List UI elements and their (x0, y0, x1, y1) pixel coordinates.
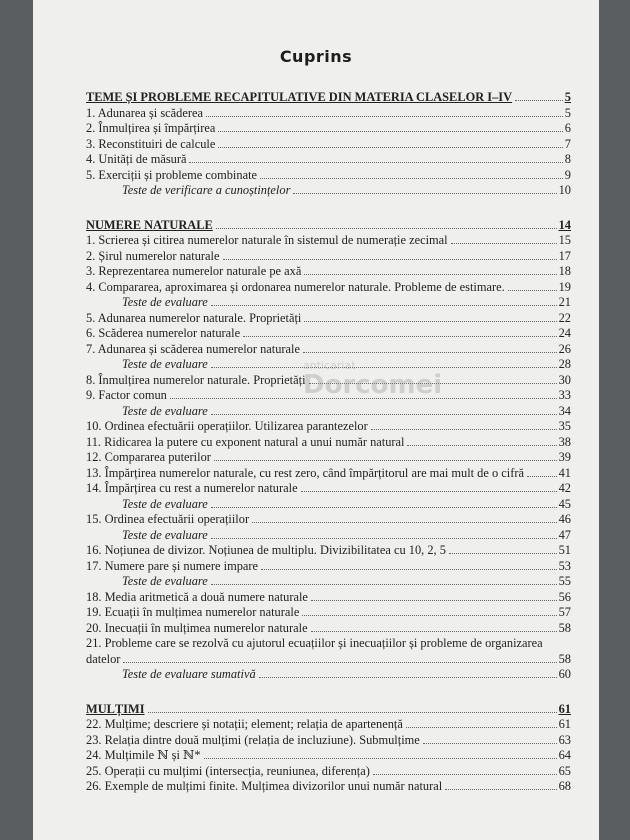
toc-entry-text: 9. Factor comun (86, 388, 167, 402)
leader-dots (148, 712, 557, 713)
toc-test-entry-page: 10 (558, 183, 571, 197)
toc-entry-text: 16. Noțiunea de divizor. Noțiunea de multiplu. Divizibilitatea cu 10, 2, 5 (86, 543, 446, 557)
leader-dots (218, 131, 562, 132)
section-gap (86, 683, 571, 702)
leader-dots (508, 290, 557, 291)
toc-entry-text: 23. Relația dintre două mulțimi (relația de incluziune). Submulțime (86, 732, 420, 747)
toc-entry (86, 435, 571, 451)
leader-dots (303, 352, 557, 353)
toc-entry (86, 280, 571, 296)
section-heading-text: NUMERE NATURALE (86, 217, 213, 232)
toc-entry-page: 26 (558, 341, 571, 356)
watermark (303, 360, 442, 398)
toc-entry-page: 6 (564, 121, 571, 135)
leader-dots (407, 445, 556, 446)
toc-entry-text: 1. Adunarea și scăderea (86, 105, 203, 120)
toc-test-entry-page: 21 (558, 295, 571, 309)
toc-entry-page: 51 (558, 543, 571, 557)
toc-entry-text: 24. Mulțimile ℕ și ℕ* (86, 748, 201, 762)
leader-dots (293, 193, 556, 194)
toc-entry (86, 121, 571, 137)
toc-test-entry-page: 28 (558, 357, 571, 371)
toc-entry (86, 466, 571, 482)
toc-test-entry (86, 528, 571, 544)
toc-entry (86, 779, 571, 795)
section-heading (86, 702, 571, 718)
toc-entry-text: datelor (86, 651, 121, 666)
leader-dots (243, 336, 556, 337)
leader-dots (449, 553, 557, 554)
leader-dots (206, 116, 563, 117)
toc-entry-page: 17 (558, 248, 571, 263)
leader-dots (304, 321, 556, 322)
leader-dots (373, 774, 557, 775)
watermark-line1: anticariat (303, 359, 356, 372)
toc-entry-page: 56 (558, 589, 571, 604)
toc-entry-page: 22 (558, 310, 571, 325)
leader-dots (311, 600, 557, 601)
table-of-contents (86, 90, 571, 795)
section-gap (86, 199, 571, 218)
leader-dots (211, 305, 557, 306)
toc-entry-page: 33 (558, 388, 571, 402)
leader-dots (371, 429, 557, 430)
leader-dots (223, 259, 557, 260)
leader-dots (211, 584, 557, 585)
toc-entry-page: 57 (558, 605, 571, 619)
toc-test-entry-page: 55 (558, 574, 571, 588)
toc-entry-page: 39 (558, 450, 571, 464)
toc-entry (86, 419, 571, 435)
toc-entry-text: 26. Exemple de mulțimi finite. Mulțimea divizorilor unui număr natural (86, 779, 443, 793)
section-heading (86, 90, 571, 106)
toc-entry-text: 21. Probleme care se rezolvă cu ajutorul ecuațiilor și inecuațiilor și probleme de organizarea (86, 636, 543, 650)
leader-dots (423, 743, 557, 744)
leader-dots (204, 758, 557, 759)
toc-test-entry-page: 47 (558, 527, 571, 542)
toc-entry-page: 8 (564, 152, 571, 166)
toc-entry (86, 764, 571, 780)
leader-dots (216, 228, 557, 229)
toc-entry-page: 58 (558, 651, 571, 666)
toc-entry (86, 137, 571, 153)
toc-entry-text: 8. Înmulțirea numerelor naturale. Proprietăți (86, 372, 306, 387)
toc-test-entry-page: 60 (558, 667, 571, 681)
section-heading (86, 218, 571, 234)
leader-dots (301, 491, 557, 492)
leader-dots (252, 522, 557, 523)
toc-entry-page: 64 (558, 748, 571, 762)
section-heading-page: 61 (558, 701, 571, 716)
toc-entry (86, 590, 571, 606)
toc-entry-page: 38 (558, 434, 571, 449)
toc-entry (86, 621, 571, 637)
toc-test-entry-text: Teste de evaluare (122, 574, 208, 588)
leader-dots (123, 662, 556, 663)
toc-entry (86, 342, 571, 358)
toc-test-entry-text: Teste de evaluare (122, 295, 208, 309)
toc-test-entry-text: Teste de evaluare sumativă (122, 667, 256, 681)
toc-entry (86, 605, 571, 621)
toc-entry-text: 12. Compararea puterilor (86, 450, 211, 464)
toc-entry-page: 35 (558, 419, 571, 433)
leader-dots (406, 727, 557, 728)
toc-test-entry-page: 45 (558, 496, 571, 511)
toc-entry-text: 4. Compararea, aproximarea și ordonarea numerelor naturale. Probleme de estimare. (86, 279, 505, 294)
toc-entry-text: 14. Împărțirea cu rest a numerelor naturale (86, 481, 298, 495)
toc-test-entry (86, 497, 571, 513)
toc-entry-page: 19 (558, 279, 571, 294)
toc-entry-page: 63 (558, 732, 571, 747)
toc-entry-text: 11. Ridicarea la putere cu exponent natural a unui număr natural (86, 434, 405, 449)
toc-entry-text: 20. Inecuații în mulțimea numerelor naturale (86, 620, 308, 635)
toc-entry (86, 264, 571, 280)
section-heading-text: MULȚIMI (86, 701, 145, 716)
toc-entry (86, 543, 571, 559)
toc-test-entry-text: Teste de evaluare (122, 357, 208, 371)
toc-entry-text: 18. Media aritmetică a două numere naturale (86, 589, 308, 604)
toc-entry-page: 5 (564, 105, 571, 120)
toc-entry (86, 450, 571, 466)
toc-entry-text: 6. Scăderea numerelor naturale (86, 326, 241, 340)
toc-entry-page: 65 (558, 763, 571, 778)
toc-test-entry-text: Teste de evaluare (122, 527, 208, 542)
toc-entry (86, 717, 571, 733)
toc-entry-text: 7. Adunarea și scăderea numerelor naturale (86, 341, 300, 356)
toc-entry-page: 7 (564, 136, 571, 151)
toc-entry (86, 559, 571, 575)
toc-entry (86, 652, 571, 668)
toc-entry (86, 168, 571, 184)
leader-dots (261, 569, 557, 570)
leader-dots (211, 507, 557, 508)
leader-dots (189, 162, 562, 163)
watermark-line2: Dorcomei (303, 370, 443, 400)
toc-entry-page: 58 (558, 620, 571, 635)
toc-entry (86, 152, 571, 168)
toc-entry-text: 15. Ordinea efectuării operațiilor (86, 512, 250, 526)
toc-test-entry (86, 183, 571, 199)
toc-test-entry-text: Teste de verificare a cunoștințelor (122, 183, 291, 197)
book-page (33, 0, 599, 840)
toc-test-entry-text: Teste de evaluare (122, 496, 208, 511)
toc-entry-page: 30 (558, 372, 571, 387)
leader-dots (304, 274, 556, 275)
toc-entry-text: 5. Adunarea numerelor naturale. Proprietăți (86, 310, 302, 325)
toc-entry-text: 1. Scrierea și citirea numerelor naturale în sistemul de numerație zecimal (86, 233, 448, 247)
leader-dots (527, 476, 557, 477)
page-title: Cuprins (279, 47, 353, 66)
toc-entry (86, 249, 571, 265)
leader-dots (211, 538, 557, 539)
leader-dots (445, 789, 556, 790)
toc-entry-page: 46 (558, 512, 571, 526)
toc-entry (86, 233, 571, 249)
toc-test-entry (86, 404, 571, 420)
toc-entry-text: 25. Operații cu mulțimi (intersecția, reuniunea, diferența) (86, 763, 370, 778)
leader-dots (451, 243, 557, 244)
toc-entry (86, 311, 571, 327)
toc-entry-text: 2. Înmulțirea și împărțirea (86, 121, 216, 135)
toc-entry-text: 17. Numere pare și numere impare (86, 558, 259, 573)
toc-entry-page: 18 (558, 264, 571, 278)
section-heading-page: 14 (558, 217, 571, 232)
toc-entry-page: 53 (558, 558, 571, 573)
toc-entry-text: 3. Reprezentarea numerelor naturale pe axă (86, 264, 302, 278)
toc-entry (86, 748, 571, 764)
toc-entry (86, 481, 571, 497)
leader-dots (218, 147, 562, 148)
section-heading-page: 5 (564, 90, 571, 104)
toc-entry-text: 19. Ecuații în mulțimea numerelor naturale (86, 605, 300, 619)
toc-test-entry (86, 295, 571, 311)
toc-entry-text: 2. Șirul numerelor naturale (86, 248, 220, 263)
toc-entry (86, 512, 571, 528)
toc-entry-text: 4. Unități de măsură (86, 152, 187, 166)
toc-entry-page: 41 (558, 465, 571, 480)
toc-test-entry-text: Teste de evaluare (122, 403, 208, 418)
leader-dots (260, 178, 563, 179)
leader-dots (259, 677, 557, 678)
toc-entry-page: 42 (558, 481, 571, 495)
toc-entry (86, 733, 571, 749)
leader-dots (311, 631, 557, 632)
leader-dots (214, 460, 557, 461)
toc-entry-text: 13. Împărțirea numerelor naturale, cu rest zero, când împărțitorul are mai mult de o cifră (86, 465, 524, 480)
toc-entry-page: 15 (558, 233, 571, 247)
toc-entry-page: 9 (564, 167, 571, 182)
toc-entry (86, 106, 571, 122)
toc-entry-page: 61 (558, 717, 571, 731)
toc-entry-text: 22. Mulțime; descriere și notații; element; relația de apartenență (86, 717, 403, 731)
toc-entry-page: 68 (558, 779, 571, 793)
section-heading-text: TEME ȘI PROBLEME RECAPITULATIVE DIN MATERIA CLASELOR I–IV (86, 90, 513, 104)
toc-entry-text: 3. Reconstituiri de calcule (86, 136, 216, 151)
toc-test-entry (86, 574, 571, 590)
leader-dots (211, 414, 557, 415)
toc-entry (86, 326, 571, 342)
toc-entry-text: 10. Ordinea efectuării operațiilor. Utilizarea parantezelor (86, 419, 368, 433)
toc-test-entry (86, 667, 571, 683)
leader-dots (515, 100, 563, 101)
toc-entry-page: 24 (558, 326, 571, 340)
toc-entry-text: 5. Exerciții și probleme combinate (86, 167, 258, 182)
leader-dots (302, 615, 556, 616)
toc-test-entry-page: 34 (558, 403, 571, 418)
